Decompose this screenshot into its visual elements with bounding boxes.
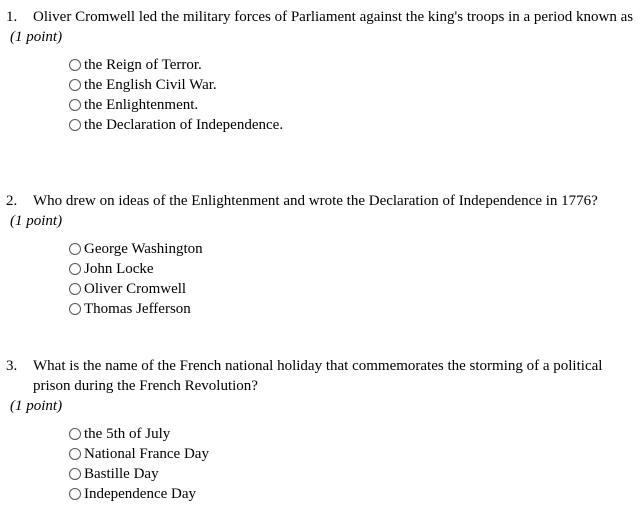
question-number: 3. — [6, 358, 18, 374]
answer-option-label[interactable]: John Locke — [84, 261, 154, 277]
radio-button-icon[interactable] — [69, 263, 81, 275]
question-text: Oliver Cromwell led the military forces of Parliament against the king's troops in a period known as — [33, 9, 634, 25]
question-points: (1 point) — [10, 213, 63, 229]
answer-option[interactable] — [69, 484, 640, 504]
answer-option[interactable] — [69, 279, 640, 299]
radio-button-icon[interactable] — [69, 79, 81, 91]
answer-option-label[interactable]: Independence Day — [84, 486, 197, 502]
question-number: 2. — [6, 193, 18, 209]
question-stem — [6, 7, 638, 27]
answer-option-label[interactable]: the 5th of July — [84, 426, 171, 442]
question-number: 1. — [6, 9, 18, 25]
radio-button-icon[interactable] — [69, 59, 81, 71]
question-stem — [6, 191, 638, 211]
answer-options — [0, 424, 640, 504]
answer-option-label[interactable]: the Declaration of Independence. — [84, 117, 284, 133]
radio-button-icon[interactable] — [69, 243, 81, 255]
answer-option-label[interactable]: the English Civil War. — [84, 77, 217, 93]
radio-button-icon[interactable] — [69, 303, 81, 315]
question-text: Who drew on ideas of the Enlightenment and wrote the Declaration of Independence in 1776? — [33, 193, 598, 209]
answer-option-label[interactable]: the Enlightenment. — [84, 97, 199, 113]
answer-options — [0, 239, 640, 319]
answer-option-label[interactable]: National France Day — [84, 446, 209, 462]
question-stem — [6, 356, 638, 396]
answer-option[interactable] — [69, 75, 640, 95]
answer-option-label[interactable]: George Washington — [84, 241, 203, 257]
question-points: (1 point) — [10, 398, 63, 414]
answer-option[interactable] — [69, 259, 640, 279]
answer-option[interactable] — [69, 95, 640, 115]
radio-button-icon[interactable] — [69, 488, 81, 500]
answer-option[interactable] — [69, 464, 640, 484]
answer-option-label[interactable]: Thomas Jefferson — [84, 301, 191, 317]
question-2 — [0, 191, 640, 319]
radio-button-icon[interactable] — [69, 119, 81, 131]
answer-options — [0, 55, 640, 135]
answer-option[interactable] — [69, 299, 640, 319]
answer-option[interactable] — [69, 444, 640, 464]
answer-option[interactable] — [69, 115, 640, 135]
radio-button-icon[interactable] — [69, 448, 81, 460]
radio-button-icon[interactable] — [69, 428, 81, 440]
answer-option[interactable] — [69, 424, 640, 444]
answer-option-label[interactable]: the Reign of Terror. — [84, 57, 202, 73]
answer-option-label[interactable]: Bastille Day — [84, 466, 159, 482]
answer-option[interactable] — [69, 55, 640, 75]
radio-button-icon[interactable] — [69, 99, 81, 111]
question-3 — [0, 356, 640, 504]
question-1 — [0, 7, 640, 135]
answer-option-label[interactable]: Oliver Cromwell — [84, 281, 187, 297]
question-text: What is the name of the French national holiday that commemorates the storming of a political prison during the French Revolution? — [33, 358, 603, 394]
answer-option[interactable] — [69, 239, 640, 259]
radio-button-icon[interactable] — [69, 283, 81, 295]
question-points: (1 point) — [10, 29, 63, 45]
radio-button-icon[interactable] — [69, 468, 81, 480]
